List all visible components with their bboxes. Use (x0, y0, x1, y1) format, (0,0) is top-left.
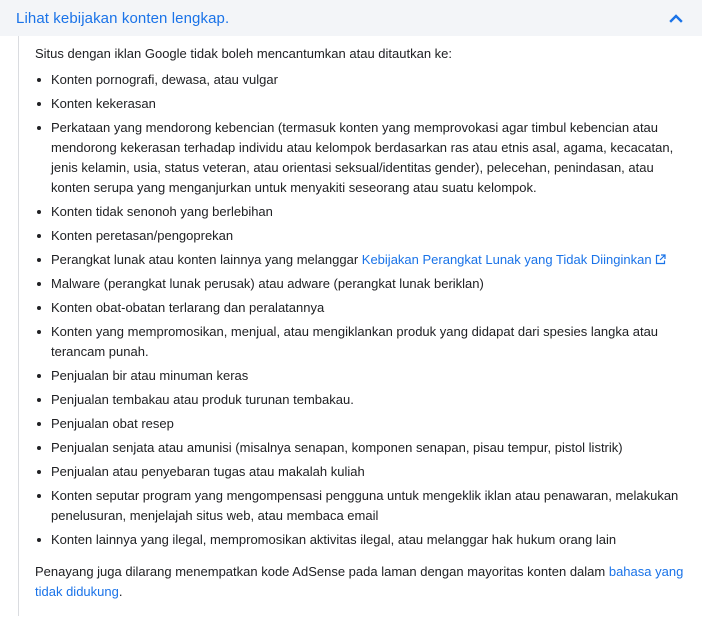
list-item: Penjualan bir atau minuman keras (35, 366, 688, 386)
external-link-icon[interactable] (655, 254, 666, 265)
list-item: Konten seputar program yang mengompensasi pengguna untuk mengeklik iklan atau penawaran, melakukan penelusuran, menjelajah situs web, atau membaca email (35, 486, 688, 526)
section-title[interactable]: Lihat kebijakan konten lengkap. (16, 9, 230, 27)
list-item: Penjualan obat resep (35, 414, 688, 434)
list-item: Konten obat-obatan terlarang dan peralatannya (35, 298, 688, 318)
policy-section-header[interactable] (0, 0, 702, 36)
list-item: Konten peretasan/pengoprekan (35, 226, 688, 246)
list-item: Konten kekerasan (35, 94, 688, 114)
list-item: Malware (perangkat lunak perusak) atau adware (perangkat lunak beriklan) (35, 274, 688, 294)
unwanted-software-policy-link[interactable]: Kebijakan Perangkat Lunak yang Tidak Diinginkan (361, 252, 652, 267)
list-item: Konten lainnya yang ilegal, mempromosikan aktivitas ilegal, atau melanggar hak hukum orang lain (35, 530, 688, 550)
prohibited-content-list (35, 70, 688, 550)
footer-note: Penayang juga dilarang menempatkan kode AdSense pada laman dengan mayoritas konten dalam bahasa yang tidak didukung. (35, 564, 684, 599)
unsupported-languages-link[interactable]: bahasa yang tidak didukung (35, 564, 684, 599)
list-item: Konten pornografi, dewasa, atau vulgar (35, 70, 688, 90)
list-item: Penjualan atau penyebaran tugas atau makalah kuliah (35, 462, 688, 482)
list-item: Perkataan yang mendorong kebencian (termasuk konten yang memprovokasi agar timbul kebencian atau mendorong kekerasan terhadap individu atau kelompok berdasarkan ras atau etnis asal, agama, kecacatan, jenis kelamin, usia, status veteran, atau orientasi seksual/identitas gender), pelecehan, penindasan, atau konten serupa yang menganjurkan untuk menyakiti seseorang atau suatu kelompok. (35, 118, 688, 198)
policy-content-panel (18, 36, 688, 616)
list-item: Konten yang mempromosikan, menjual, atau mengiklankan produk yang didapat dari spesies langka atau terancam punah. (35, 322, 688, 362)
chevron-up-icon[interactable] (668, 11, 684, 25)
list-item: Penjualan senjata atau amunisi (misalnya senapan, komponen senapan, pisau tempur, pistol listrik) (35, 438, 688, 458)
list-item: Perangkat lunak atau konten lainnya yang melanggar Kebijakan Perangkat Lunak yang Tidak Diinginkan (35, 250, 688, 270)
list-item: Penjualan tembakau atau produk turunan tembakau. (35, 390, 688, 410)
intro-text: Situs dengan iklan Google tidak boleh mencantumkan atau ditautkan ke: (35, 46, 452, 61)
list-item: Konten tidak senonoh yang berlebihan (35, 202, 688, 222)
